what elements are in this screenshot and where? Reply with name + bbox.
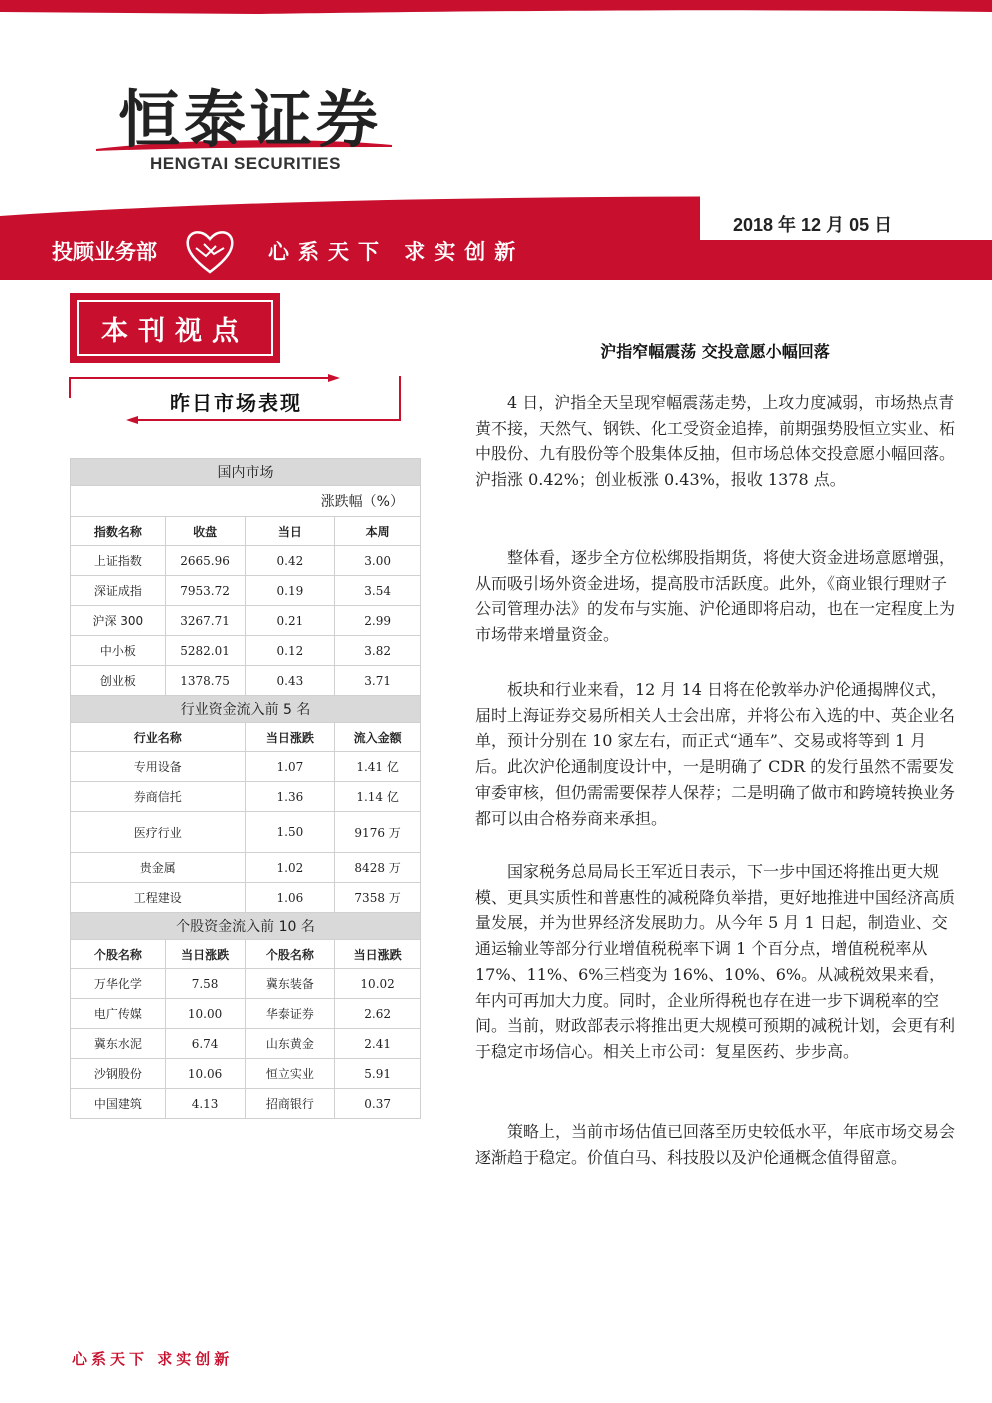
column-header: 指数名称 bbox=[71, 517, 166, 546]
index-week-change: 3.00 bbox=[335, 546, 421, 576]
industry-inflow: 1.41 亿 bbox=[335, 752, 421, 782]
table-row bbox=[71, 636, 421, 666]
industry-day-change: 1.02 bbox=[245, 853, 335, 883]
industry-name: 工程建设 bbox=[71, 883, 246, 913]
index-name: 沪深 300 bbox=[71, 606, 166, 636]
logo-english: HENGTAI SECURITIES bbox=[150, 154, 341, 173]
stock-day-change: 4.13 bbox=[165, 1089, 245, 1119]
stock-flow-title: 个股资金流入前 10 名 bbox=[71, 913, 421, 940]
stock-name: 山东黄金 bbox=[245, 1029, 335, 1059]
column-header: 个股名称 bbox=[245, 940, 335, 969]
domestic-market-title: 国内市场 bbox=[71, 459, 421, 486]
table-row bbox=[71, 883, 421, 913]
article-paragraph: 4 日，沪指全天呈现窄幅震荡走势，上攻力度减弱，市场热点青黄不接，天然气、钢铁、化工受资金追捧，前期强势股恒立实业、柘中股份、九有股份等个股集体反抽，但市场总体交投意愿小幅回落。沪指涨 0.42%；创业板涨 0.43%，报收 1378 点。 bbox=[475, 393, 956, 490]
index-day-change: 0.42 bbox=[245, 546, 335, 576]
stock-name: 冀东装备 bbox=[245, 969, 335, 999]
stock-day-change: 7.58 bbox=[165, 969, 245, 999]
stock-name: 沙钢股份 bbox=[71, 1059, 166, 1089]
stock-name: 电广传媒 bbox=[71, 999, 166, 1029]
index-week-change: 2.99 bbox=[335, 606, 421, 636]
table-row bbox=[71, 1029, 421, 1059]
index-name: 深证成指 bbox=[71, 576, 166, 606]
department-name: 投顾业务部 bbox=[52, 240, 157, 264]
index-week-change: 3.82 bbox=[335, 636, 421, 666]
stock-name: 招商银行 bbox=[245, 1089, 335, 1119]
index-close: 7953.72 bbox=[165, 576, 245, 606]
column-header: 当日 bbox=[245, 517, 335, 546]
industry-inflow: 8428 万 bbox=[335, 853, 421, 883]
index-day-change: 0.19 bbox=[245, 576, 335, 606]
index-day-change: 0.12 bbox=[245, 636, 335, 666]
index-day-change: 0.21 bbox=[245, 606, 335, 636]
stock-day-change: 5.91 bbox=[335, 1059, 421, 1089]
table-row bbox=[71, 576, 421, 606]
report-date: 2018 年 12 月 05 日 bbox=[733, 215, 893, 235]
table-row bbox=[71, 812, 421, 853]
column-header: 当日涨跌 bbox=[165, 940, 245, 969]
section-title: 本刊视点 bbox=[101, 315, 249, 347]
stock-name: 中国建筑 bbox=[71, 1089, 166, 1119]
industry-name: 专用设备 bbox=[71, 752, 246, 782]
stock-day-change: 10.06 bbox=[165, 1059, 245, 1089]
article-paragraph: 国家税务总局局长王军近日表示，下一步中国还将推出更大规模、更具实质性和普惠性的减税降负举措，更好地推进中国经济高质量发展，并为世界经济发展助力。从今年 5 月 1 日起，制造业、交通运输业等部分行业增值税税率下调 1 个百分点，增值税税率从 17%、11%、6%三档变为 16%、10%、6%。从减税效果来看，年内可再加大力度。同时，企业所得税也存在进一步下调税率的空间。当前，财政部表示将推出更大规模可预期的减税计划，会更有利于稳定市场信心。相关上市公司：复星医药、步步高。 bbox=[475, 862, 956, 1061]
index-day-change: 0.43 bbox=[245, 666, 335, 696]
article-paragraph: 策略上，当前市场估值已回落至历史较低水平，年底市场交易会逐渐趋于稳定。价值白马、科技股以及沪伦通概念值得留意。 bbox=[475, 1122, 956, 1167]
index-close: 2665.96 bbox=[165, 546, 245, 576]
stock-day-change: 10.00 bbox=[165, 999, 245, 1029]
table-row bbox=[71, 1059, 421, 1089]
stock-name: 恒立实业 bbox=[245, 1059, 335, 1089]
table-row bbox=[71, 752, 421, 782]
column-header: 个股名称 bbox=[71, 940, 166, 969]
index-close: 1378.75 bbox=[165, 666, 245, 696]
heart-hands-icon bbox=[184, 226, 236, 276]
stock-day-change: 2.62 bbox=[335, 999, 421, 1029]
footer-slogan: 心系天下 求实创新 bbox=[72, 1350, 234, 1368]
index-name: 中小板 bbox=[71, 636, 166, 666]
domestic-market-unit: 涨跌幅（%） bbox=[71, 486, 421, 517]
article-paragraph: 整体看，逐步全方位松绑股指期货，将使大资金进场意愿增强，从而吸引场外资金进场，提高股市活跃度。此外，《商业银行理财子公司管理办法》的发布与实施、沪伦通即将启动，也在一定程度上为市场带来增量资金。 bbox=[475, 548, 956, 645]
column-header: 本周 bbox=[335, 517, 421, 546]
stock-day-change: 0.37 bbox=[335, 1089, 421, 1119]
stock-day-change: 10.02 bbox=[335, 969, 421, 999]
industry-day-change: 1.07 bbox=[245, 752, 335, 782]
index-close: 3267.71 bbox=[165, 606, 245, 636]
column-header: 收盘 bbox=[165, 517, 245, 546]
article-paragraph: 板块和行业来看，12 月 14 日将在伦敦举办沪伦通揭牌仪式，届时上海证券交易所相关人士会出席，并将公布入选的中、英企业名单，预计分别在 10 家左右，而正式“通车”、交易或将等到 1 月后。此次沪伦通制度设计中，一是明确了 CDR 的发行虽然不需要发审委审核，但仍需需要保荐人保荐；二是明确了做市和跨境转换业务都可以由合格券商来承担。 bbox=[475, 680, 956, 828]
stock-name: 华泰证券 bbox=[245, 999, 335, 1029]
index-week-change: 3.71 bbox=[335, 666, 421, 696]
industry-day-change: 1.06 bbox=[245, 883, 335, 913]
table-row bbox=[71, 546, 421, 576]
column-header: 当日涨跌 bbox=[335, 940, 421, 969]
industry-inflow: 7358 万 bbox=[335, 883, 421, 913]
header-slogan: 心系天下 求实创新 bbox=[268, 240, 525, 264]
logo-chinese: 恒泰证券 bbox=[118, 83, 383, 156]
stock-name: 万华化学 bbox=[71, 969, 166, 999]
industry-name: 券商信托 bbox=[71, 782, 246, 812]
table-row bbox=[71, 666, 421, 696]
industry-day-change: 1.36 bbox=[245, 782, 335, 812]
industry-day-change: 1.50 bbox=[245, 812, 335, 853]
subsection-title: 昨日市场表现 bbox=[170, 391, 302, 415]
column-header: 当日涨跌 bbox=[245, 723, 335, 752]
column-header: 流入金额 bbox=[335, 723, 421, 752]
industry-name: 医疗行业 bbox=[71, 812, 246, 853]
table-row bbox=[71, 782, 421, 812]
table-row bbox=[71, 1089, 421, 1119]
index-close: 5282.01 bbox=[165, 636, 245, 666]
industry-inflow: 9176 万 bbox=[335, 812, 421, 853]
table-row bbox=[71, 606, 421, 636]
table-row bbox=[71, 853, 421, 883]
stock-name: 冀东水泥 bbox=[71, 1029, 166, 1059]
index-week-change: 3.54 bbox=[335, 576, 421, 606]
index-name: 上证指数 bbox=[71, 546, 166, 576]
industry-inflow: 1.14 亿 bbox=[335, 782, 421, 812]
market-table bbox=[70, 458, 421, 1119]
stock-day-change: 2.41 bbox=[335, 1029, 421, 1059]
article-title: 沪指窄幅震荡 交投意愿小幅回落 bbox=[600, 342, 830, 361]
stock-day-change: 6.74 bbox=[165, 1029, 245, 1059]
industry-flow-title: 行业资金流入前 5 名 bbox=[71, 696, 421, 723]
table-row bbox=[71, 999, 421, 1029]
index-name: 创业板 bbox=[71, 666, 166, 696]
column-header: 行业名称 bbox=[71, 723, 246, 752]
table-row bbox=[71, 969, 421, 999]
industry-name: 贵金属 bbox=[71, 853, 246, 883]
section-title-box bbox=[70, 293, 280, 363]
